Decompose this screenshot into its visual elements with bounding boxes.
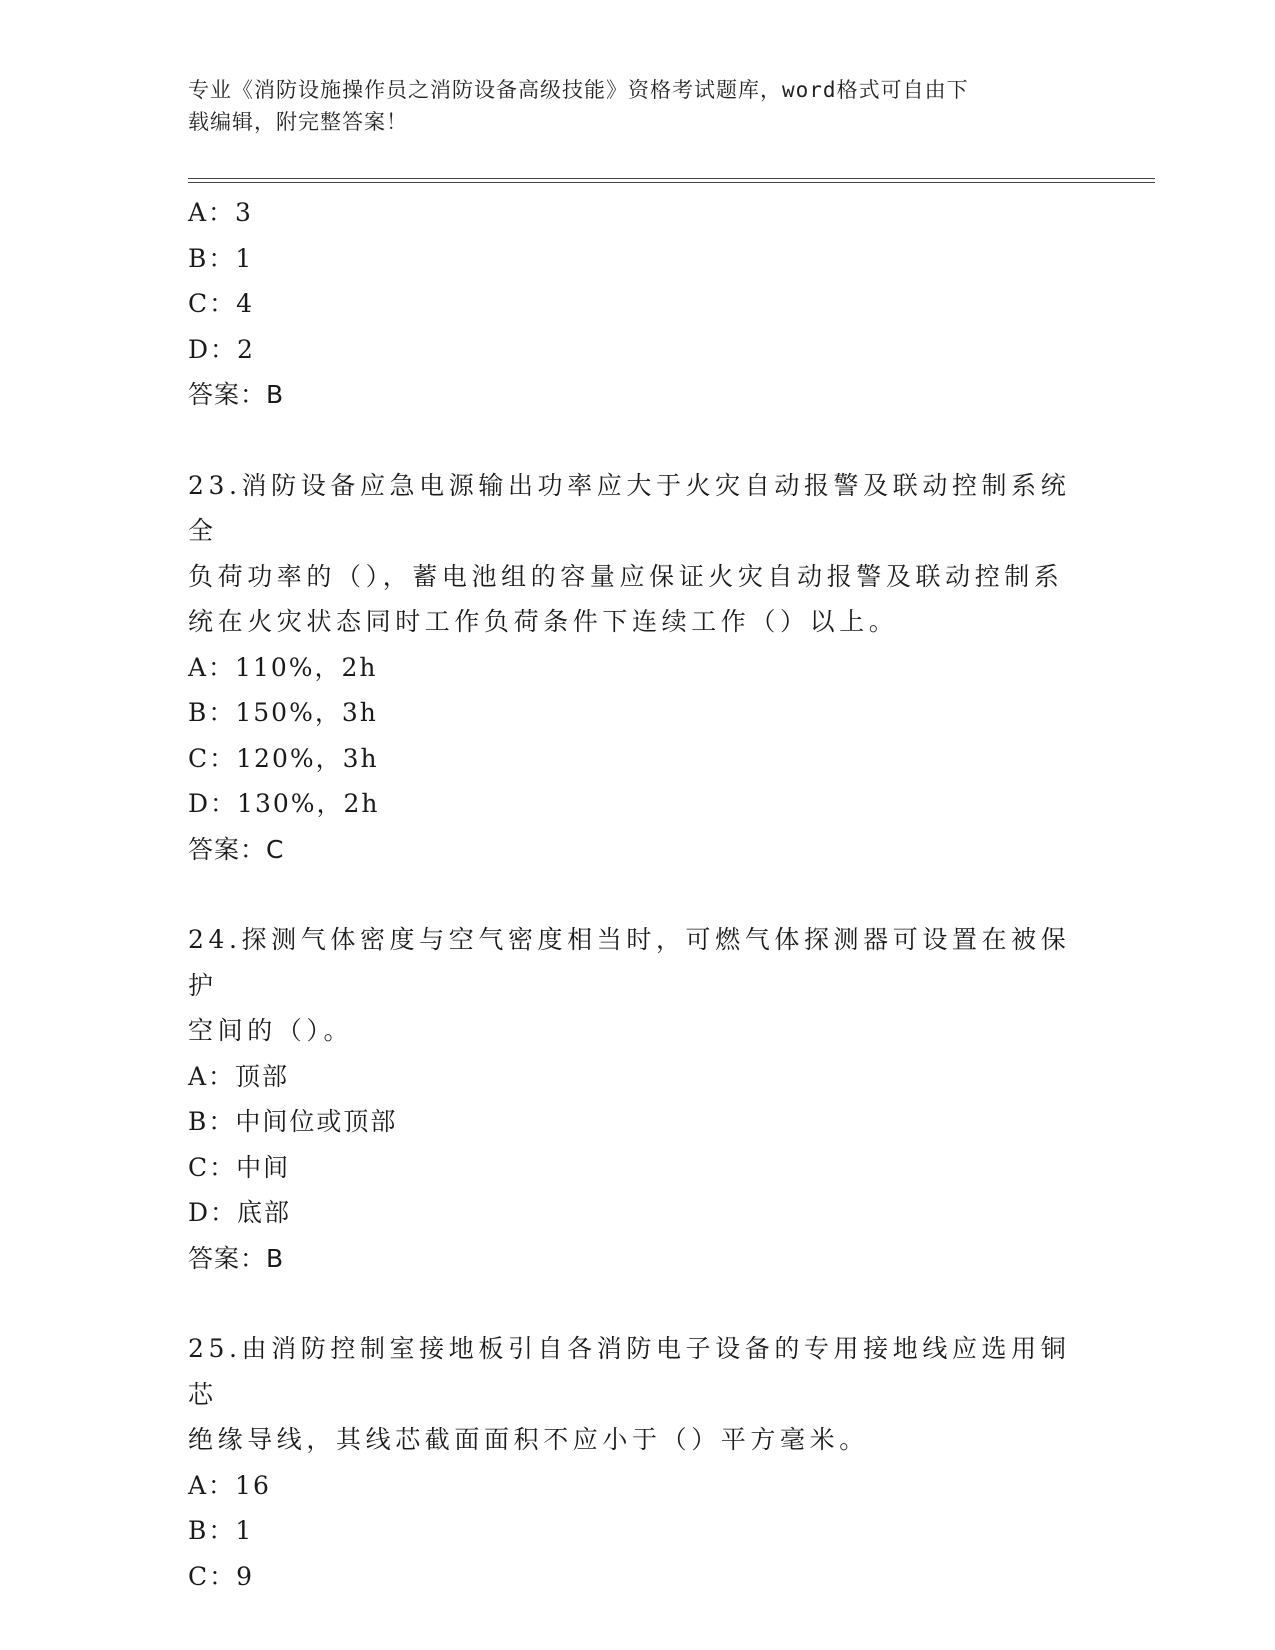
option-a: A：16 <box>188 1470 271 1500</box>
header-rule-bottom <box>188 182 1155 183</box>
question-text-line: 统在火灾状态同时工作负荷条件下连续工作（）以上。 <box>188 607 899 636</box>
option-d: D：底部 <box>188 1198 292 1227</box>
option-a: A：110%，2h <box>188 652 378 682</box>
option-a: A：3 <box>188 198 253 227</box>
question-23 <box>188 463 1088 873</box>
option-b: B：1 <box>188 1516 254 1545</box>
question-list <box>188 190 1088 1599</box>
option-b: B：1 <box>188 243 254 273</box>
question-24 <box>188 917 1088 1281</box>
option-c: C：中间 <box>188 1152 291 1182</box>
option-b: B：150%，3h <box>188 698 378 727</box>
answer-line: 答案：B <box>188 1243 285 1273</box>
question-text-line: 绝缘导线，其线芯截面面积不应小于（）平方毫米。 <box>188 1425 869 1454</box>
question-text-line: 23.消防设备应急电源输出功率应大于火灾自动报警及联动控制系统全 <box>188 470 1071 545</box>
option-d: D：2 <box>188 334 255 364</box>
question-22-continued <box>188 190 1088 418</box>
question-text-line: 24.探测气体密度与空气密度相当时，可燃气体探测器可设置在被保护 <box>188 925 1071 1000</box>
header-line-1: 专业《消防设施操作员之消防设备高级技能》资格考试题库，word格式可自由下 <box>188 78 969 102</box>
option-c: C：4 <box>188 289 255 318</box>
answer-line: 答案：B <box>188 380 285 409</box>
header-rule-top <box>188 178 1155 179</box>
question-text-line: 25.由消防控制室接地板引自各消防电子设备的专用接地线应选用铜芯 <box>188 1334 1071 1409</box>
header-line-2: 载编辑，附完整答案！ <box>188 110 408 134</box>
answer-line: 答案：C <box>188 834 285 864</box>
question-25 <box>188 1326 1088 1599</box>
option-a: A：顶部 <box>188 1061 290 1091</box>
option-c: C：9 <box>188 1561 255 1591</box>
document-header <box>188 74 1088 138</box>
option-c: C：120%，3h <box>188 743 379 773</box>
option-b: B：中间位或顶部 <box>188 1107 398 1136</box>
question-text-line: 空间的（）。 <box>188 1016 354 1045</box>
option-d: D：130%，2h <box>188 789 380 818</box>
question-text-line: 负荷功率的（），蓄电池组的容量应保证火灾自动报警及联动控制系 <box>188 561 1064 591</box>
